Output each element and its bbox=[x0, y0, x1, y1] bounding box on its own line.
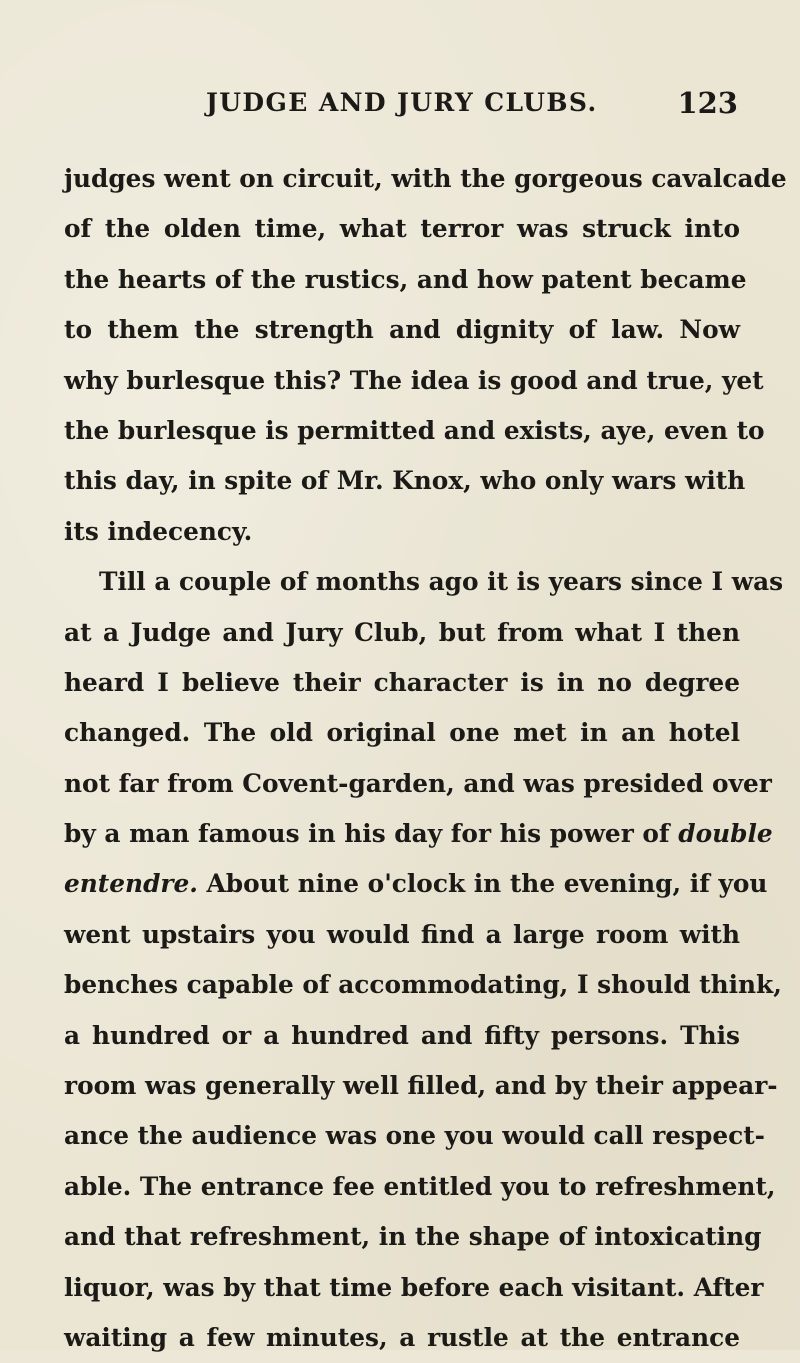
text-line-with-italic bbox=[64, 859, 768, 909]
text-line: a hundred or a hundred and fifty persons. This bbox=[64, 1020, 740, 1050]
text-segment: About nine o'clock in the evening, if you bbox=[206, 869, 768, 899]
italic-phrase: entendre. bbox=[64, 869, 198, 899]
text-line: this day, in spite of Mr. Knox, who only wars with bbox=[64, 466, 746, 496]
text-line: went upstairs you would find a large room with bbox=[64, 919, 740, 949]
text-line: heard I believe their character is in no degree bbox=[64, 667, 740, 697]
text-line: to them the strength and dignity of law. Now bbox=[64, 315, 740, 345]
paragraph-start-line: Till a couple of months ago it is years since I was bbox=[99, 567, 784, 597]
text-line: changed. The old original one met in an hotel bbox=[64, 718, 740, 748]
text-line: benches capable of accommodating, I should think, bbox=[64, 970, 782, 1000]
text-line: room was generally well filled, and by their appear- bbox=[64, 1071, 778, 1101]
text-line: the burlesque is permitted and exists, aye, even to bbox=[64, 415, 765, 445]
text-line: able. The entrance fee entitled you to refreshment, bbox=[64, 1171, 776, 1201]
text-line: judges went on circuit, with the gorgeous cavalcade bbox=[64, 164, 787, 193]
text-line: the hearts of the rustics, and how patent became bbox=[64, 264, 747, 294]
text-segment: by a man famous in his day for his power of bbox=[64, 819, 670, 849]
body-text bbox=[64, 154, 787, 1363]
text-line: not far from Covent-garden, and was presided over bbox=[64, 768, 772, 798]
text-line-with-italic bbox=[64, 809, 773, 859]
text-line: ance the audience was one you would call respect- bbox=[64, 1121, 765, 1151]
text-line: and that refreshment, in the shape of intoxicating bbox=[64, 1222, 762, 1252]
text-line: liquor, was by that time before each visitant. After bbox=[64, 1272, 764, 1302]
text-line: waiting a few minutes, a rustle at the entrance bbox=[64, 1322, 740, 1352]
running-head bbox=[0, 88, 800, 128]
paragraph-end-line: its indecency. bbox=[64, 516, 253, 546]
text-line: of the olden time, what terror was struck into bbox=[64, 214, 740, 244]
italic-phrase: double bbox=[678, 819, 773, 849]
text-line: at a Judge and Jury Club, but from what I then bbox=[64, 617, 740, 647]
running-title: JUDGE AND JURY CLUBS. bbox=[206, 88, 598, 117]
text-line: why burlesque this? The idea is good and true, yet bbox=[64, 365, 764, 395]
page-number: 123 bbox=[677, 86, 738, 120]
